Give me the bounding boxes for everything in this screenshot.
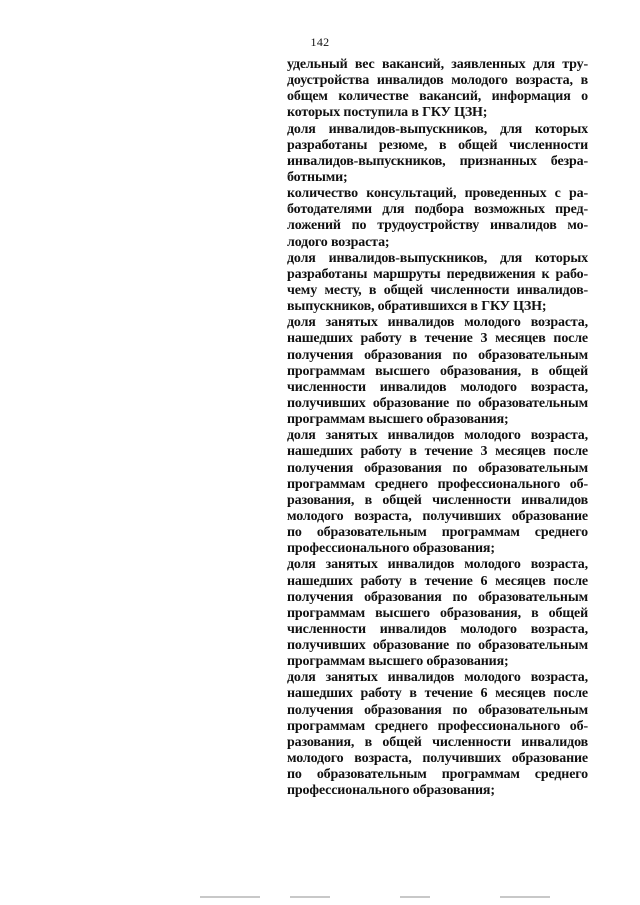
scan-footer-artifact [200, 896, 610, 902]
text-line: получения образования по образовательным [287, 460, 588, 476]
text-line: ботными; [287, 169, 348, 185]
text-line: выпускников, обратившихся в ГКУ ЦЗН; [287, 299, 547, 315]
text-line: разработаны резюме, в общей численности [287, 137, 588, 153]
text-line: по образовательным программам среднего [287, 767, 588, 783]
body-text [287, 57, 588, 799]
text-line: количество консультаций, проведенных с ра- [287, 186, 588, 202]
text-line: разования, в общей численности инвалидов [287, 492, 588, 508]
text-line: нашедших работу в течение 3 месяцев после [287, 331, 588, 347]
text-line: разработаны маршруты передвижения к рабо- [287, 266, 588, 282]
text-line: доля инвалидов-выпускников, для которых [287, 121, 588, 137]
text-line: доустройства инвалидов молодого возраста, в [287, 73, 588, 89]
text-line: численности инвалидов молодого возраста, [287, 621, 588, 637]
text-line: получения образования по образовательным [287, 589, 588, 605]
text-line: доля занятых инвалидов молодого возраста, [287, 428, 588, 444]
text-line: получения образования по образовательным [287, 702, 588, 718]
text-line: молодого возраста, получивших образование [287, 508, 588, 524]
text-line: программам высшего образования; [287, 654, 509, 670]
text-line: профессионального образования; [287, 783, 495, 799]
text-line: получивших образование по образовательным [287, 638, 588, 654]
text-line: инвалидов-выпускников, признанных безра- [287, 153, 588, 169]
text-line: ботодателями для подбора возможных пред- [287, 202, 588, 218]
text-line: доля инвалидов-выпускников, для которых [287, 250, 588, 266]
text-line: чему месту, в общей численности инвалидов- [287, 282, 588, 298]
text-line: программам среднего профессионального об- [287, 718, 588, 734]
text-line: получения образования по образовательным [287, 347, 588, 363]
text-line: доля занятых инвалидов молодого возраста, [287, 557, 588, 573]
text-line: молодого возраста, получивших образование [287, 751, 588, 767]
text-line: удельный вес вакансий, заявленных для тру- [287, 57, 588, 72]
text-line: по образовательным программам среднего [287, 525, 588, 541]
text-line: профессионального образования; [287, 541, 495, 557]
text-line: нашедших работу в течение 3 месяцев после [287, 444, 588, 460]
text-line: доля занятых инвалидов молодого возраста, [287, 315, 588, 331]
text-line: численности инвалидов молодого возраста, [287, 379, 588, 395]
text-line: программам среднего профессионального об- [287, 476, 588, 492]
page-number: 142 [310, 35, 330, 49]
text-line: программам высшего образования, в общей [287, 363, 588, 379]
text-line: нашедших работу в течение 6 месяцев после [287, 686, 588, 702]
text-line: общем количестве вакансий, информация о [287, 89, 588, 105]
text-line: лодого возраста; [287, 234, 390, 250]
text-line: доля занятых инвалидов молодого возраста, [287, 670, 588, 686]
text-line: программам высшего образования, в общей [287, 605, 588, 621]
text-line: ложений по трудоустройству инвалидов мо- [287, 218, 588, 234]
text-line: программам высшего образования; [287, 412, 509, 428]
text-line: которых поступила в ГКУ ЦЗН; [287, 105, 488, 121]
text-line: разования, в общей численности инвалидов [287, 734, 588, 750]
text-line: получивших образование по образовательным [287, 395, 588, 411]
text-line: нашедших работу в течение 6 месяцев после [287, 573, 588, 589]
